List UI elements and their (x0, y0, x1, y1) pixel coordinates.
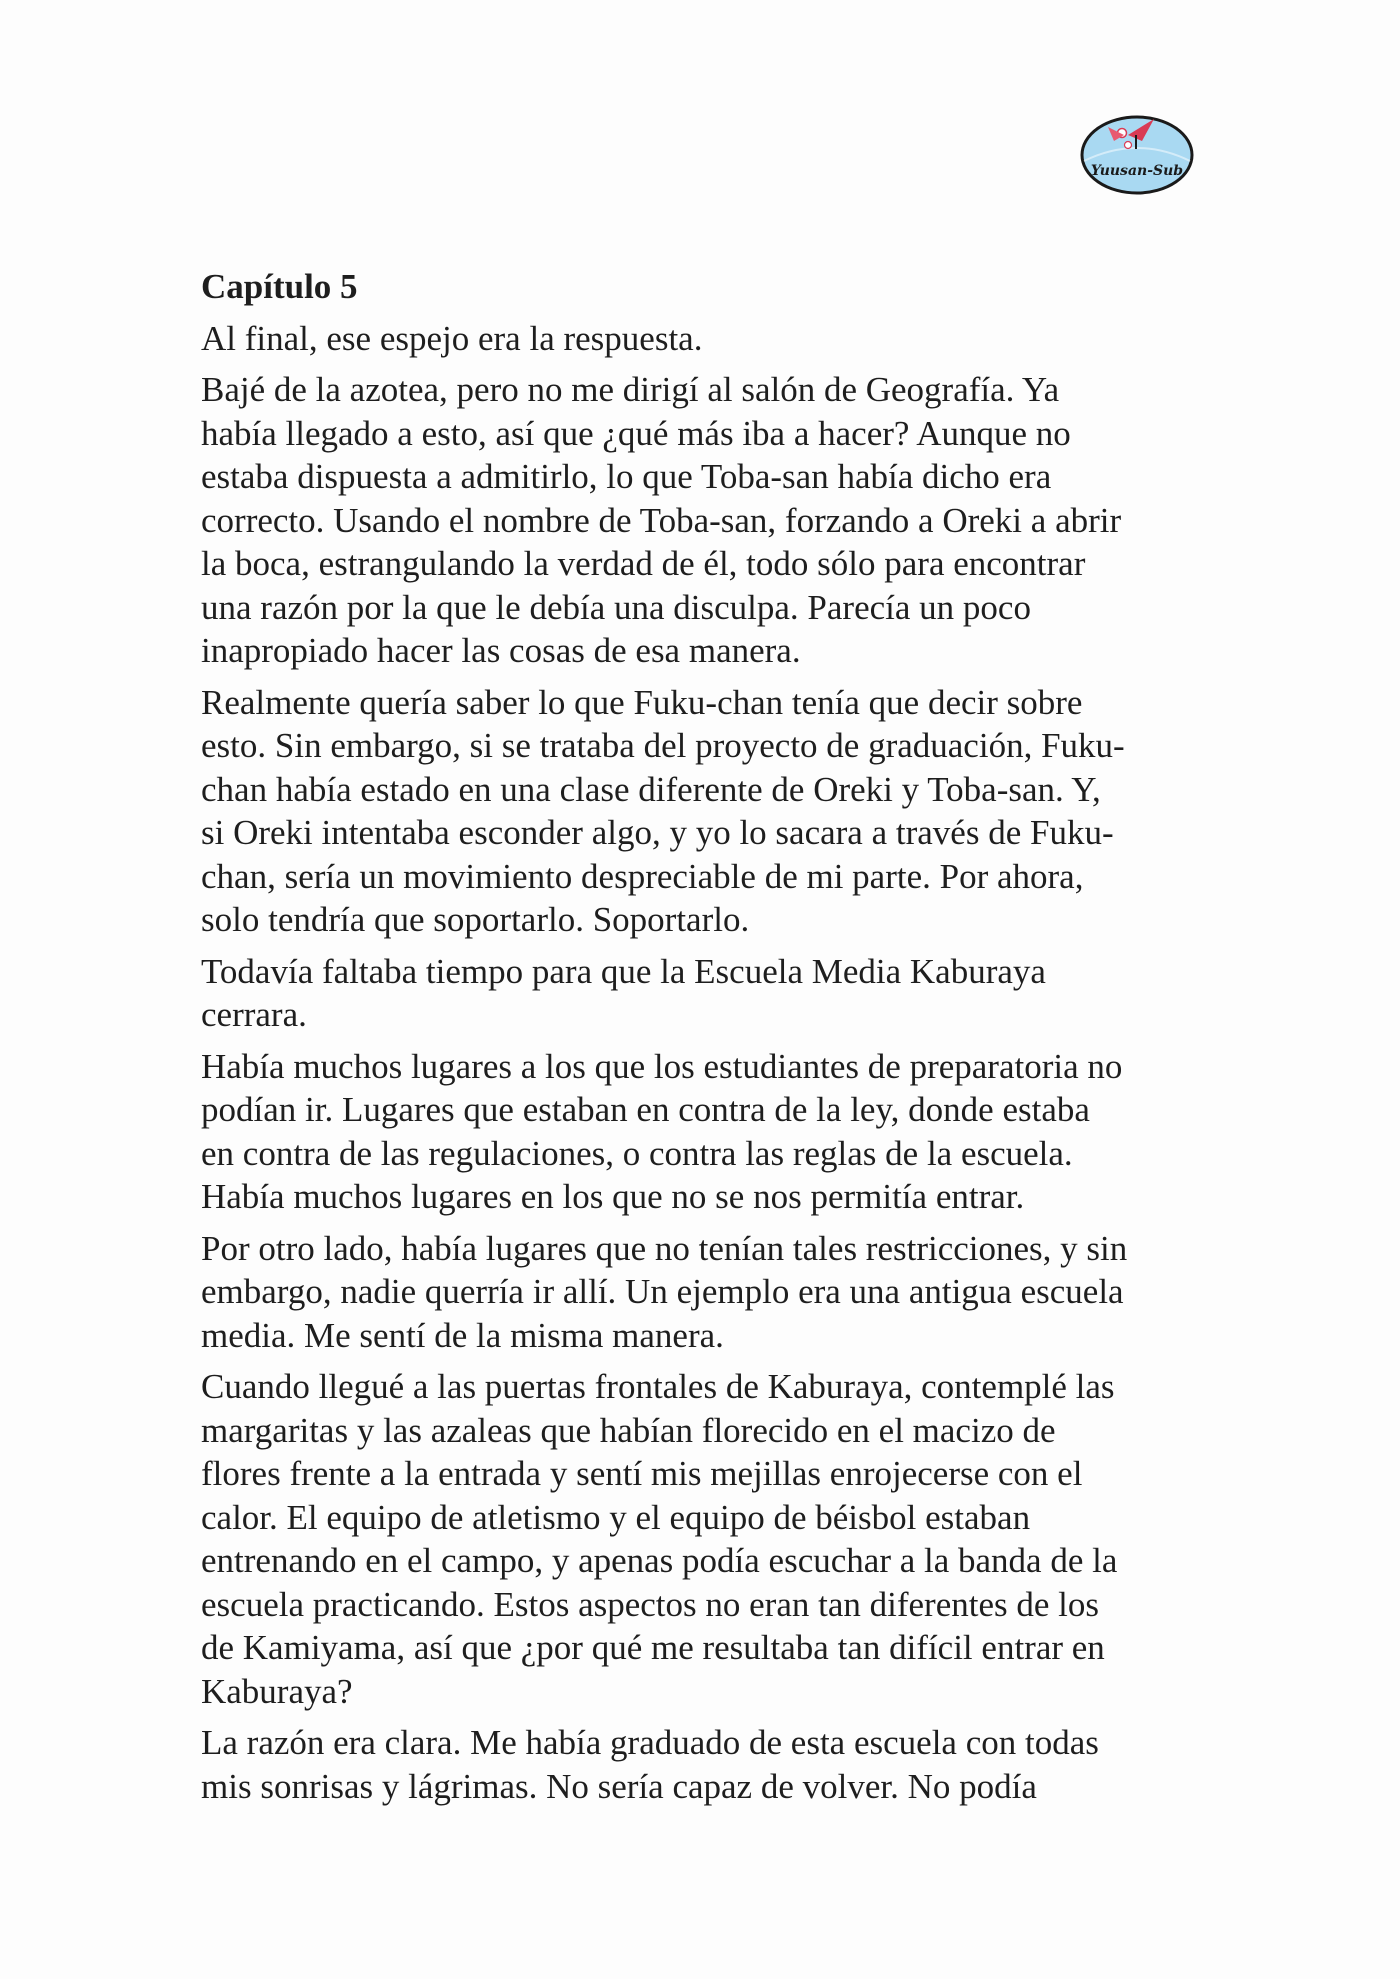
text-line: margaritas y las azaleas que habían florecido en el macizo de (201, 1410, 1056, 1450)
text-line: Todavía faltaba tiempo para que la Escuela Media Kaburaya (201, 951, 1046, 991)
text-line: había llegado a esto, así que ¿qué más iba a hacer? Aunque no (201, 413, 1071, 453)
text-line: calor. El equipo de atletismo y el equipo de béisbol estaban (201, 1497, 1031, 1537)
text-line: La razón era clara. Me había graduado de esta escuela con todas (201, 1723, 1099, 1762)
text-line: correcto. Usando el nombre de Toba-san, forzando a Oreki a abrir (201, 500, 1122, 540)
paragraph (201, 368, 1211, 673)
text-line: cerrara. (201, 995, 307, 1034)
text-line: mis sonrisas y lágrimas. No sería capaz de volver. No podía (201, 1766, 1037, 1806)
text-line: la boca, estrangulando la verdad de él, todo sólo para encontrar (201, 544, 1086, 583)
paragraph (201, 1365, 1211, 1713)
text-line: Al final, ese espejo era la respuesta. (201, 318, 703, 358)
text-line: Bajé de la azotea, pero no me dirigí al salón de Geografía. Ya (201, 370, 1060, 409)
text-line: esto. Sin embargo, si se trataba del proyecto de graduación, Fuku- (201, 726, 1125, 765)
text-line: media. Me sentí de la misma manera. (201, 1315, 724, 1355)
paragraph (201, 317, 1211, 361)
text-line: escuela practicando. Estos aspectos no eran tan diferentes de los (201, 1584, 1099, 1624)
text-line: inapropiado hacer las cosas de esa manera. (201, 631, 801, 670)
paragraph-list (201, 317, 1211, 1809)
text-line: Por otro lado, había lugares que no tenían tales restricciones, y sin (201, 1228, 1128, 1268)
text-line: Cuando llegué a las puertas frontales de Kaburaya, contemplé las (201, 1367, 1115, 1406)
text-line: una razón por la que le debía una disculpa. Parecía un poco (201, 587, 1031, 627)
text-line: Kaburaya? (201, 1671, 353, 1711)
paragraph (201, 1721, 1211, 1808)
text-line: embargo, nadie querría ir allí. Un ejemplo era una antigua escuela (201, 1272, 1124, 1311)
paragraph (201, 1045, 1211, 1219)
text-line: entrenando en el campo, y apenas podía escuchar a la banda de la (201, 1541, 1118, 1580)
text-line: si Oreki intentaba esconder algo, y yo lo sacara a través de Fuku- (201, 813, 1114, 852)
yuusan-sub-logo (1078, 105, 1196, 197)
text-line: podían ir. Lugares que estaban en contra de la ley, donde estaba (201, 1090, 1090, 1129)
paragraph (201, 1227, 1211, 1358)
document-body (201, 265, 1211, 1816)
chapter-title: Capítulo 5 (201, 267, 358, 306)
text-line: Realmente quería saber lo que Fuku-chan tenía que decir sobre (201, 682, 1083, 722)
text-line: solo tendría que soportarlo. Soportarlo. (201, 900, 750, 939)
logo-text: Yuusan-Sub (1090, 163, 1184, 179)
text-line: flores frente a la entrada y sentí mis mejillas enrojecerse con el (201, 1454, 1083, 1493)
paragraph (201, 950, 1211, 1037)
text-line: Había muchos lugares a los que los estudiantes de preparatoria no (201, 1046, 1123, 1086)
text-line: Había muchos lugares en los que no se nos permitía entrar. (201, 1177, 1025, 1216)
text-line: chan, sería un movimiento despreciable de mi parte. Por ahora, (201, 856, 1084, 896)
text-line: en contra de las regulaciones, o contra las reglas de la escuela. (201, 1133, 1073, 1173)
text-line: chan había estado en una clase diferente de Oreki y Toba-san. Y, (201, 769, 1101, 809)
text-line: de Kamiyama, así que ¿por qué me resultaba tan difícil entrar en (201, 1628, 1105, 1667)
text-line: estaba dispuesta a admitirlo, lo que Toba-san había dicho era (201, 457, 1052, 496)
paragraph (201, 681, 1211, 942)
